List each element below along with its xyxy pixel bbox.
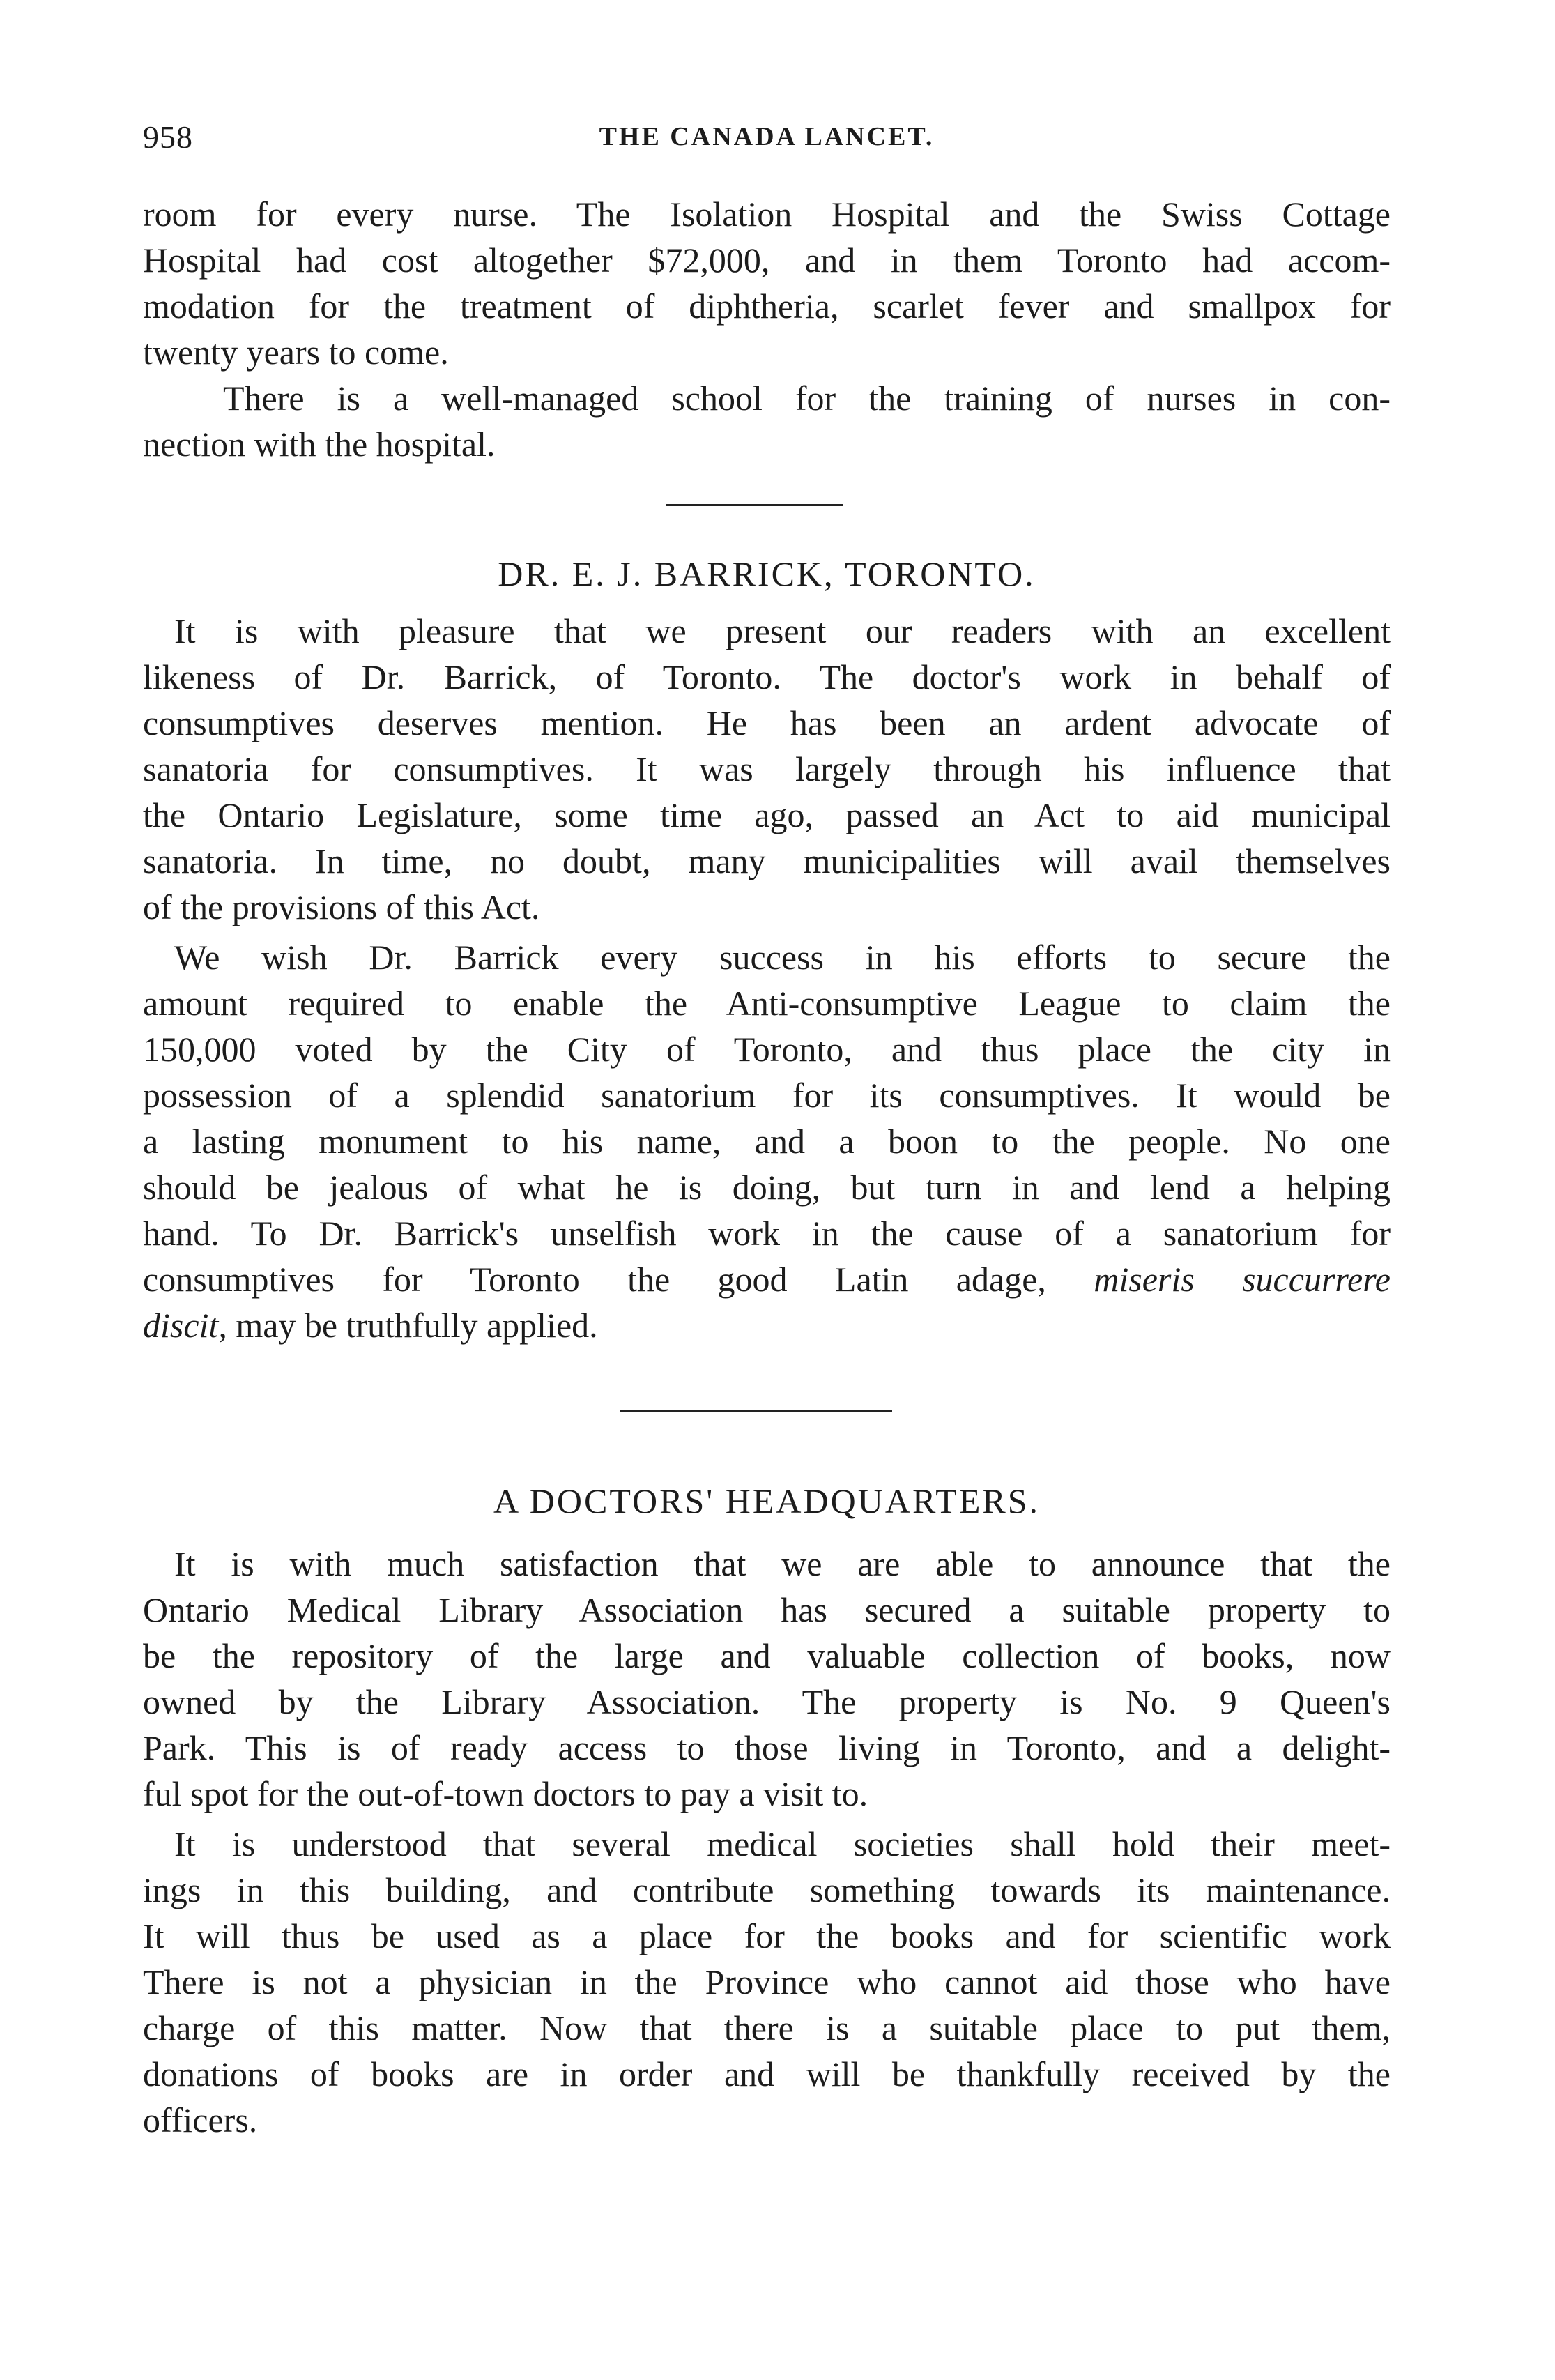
section1-line-10: 150,000 voted by the City of Toronto, and thus place the city in bbox=[143, 1030, 1391, 1069]
section1-line-13: should be jealous of what he is doing, but turn in and lend a helping bbox=[143, 1168, 1391, 1207]
section1-line-11: possession of a splendid sanatorium for its consumptives. It would be bbox=[143, 1076, 1391, 1115]
section2-line-11: charge of this matter. Now that there is a suitable place to put them, bbox=[143, 2008, 1391, 2047]
intro-line-4: twenty years to come. bbox=[143, 333, 449, 372]
latin-adage-tail: may be truthfully applied. bbox=[236, 1306, 598, 1345]
section2-line-13: officers. bbox=[143, 2100, 258, 2139]
section1-line-9: amount required to enable the Anti-consumptive League to claim the bbox=[143, 984, 1391, 1023]
section1-line-1: It is with pleasure that we present our readers with an excellent bbox=[174, 611, 1391, 650]
latin-adage-end: discit, bbox=[143, 1306, 227, 1345]
intro-line-1: room for every nurse. The Isolation Hospital and the Swiss Cottage bbox=[143, 194, 1391, 234]
intro-line-5: There is a well-managed school for the training of nurses in con- bbox=[223, 379, 1391, 418]
section2-line-8: ings in this building, and contribute something towards its maintenance. bbox=[143, 1870, 1391, 1909]
section2-line-1: It is with much satisfaction that we are able to announce that the bbox=[174, 1544, 1391, 1583]
section2-line-6: ful spot for the out-of-town doctors to pay a visit to. bbox=[143, 1774, 868, 1813]
section1-line-15 bbox=[143, 1256, 1391, 1302]
section1-line-14: hand. To Dr. Barrick's unselfish work in the cause of a sanatorium for bbox=[143, 1214, 1391, 1253]
section1-line-2: likeness of Dr. Barrick, of Toronto. The doctor's work in behalf of bbox=[143, 657, 1391, 696]
intro-line-2: Hospital had cost altogether $72,000, and in them Toronto had accom- bbox=[143, 241, 1391, 280]
section2-line-2: Ontario Medical Library Association has secured a suitable property to bbox=[143, 1590, 1391, 1629]
page-number: 958 bbox=[143, 119, 193, 155]
intro-line-6: nection with the hospital. bbox=[143, 425, 496, 464]
section-divider bbox=[666, 504, 843, 506]
section1-line-12: a lasting monument to his name, and a boon to the people. No one bbox=[143, 1122, 1391, 1161]
section1-line-16 bbox=[143, 1302, 1391, 1348]
latin-adage-intro: consumptives for Toronto the good Latin adage, bbox=[143, 1260, 1046, 1299]
section-divider bbox=[620, 1410, 892, 1412]
latin-adage-italic: miseris succurrere bbox=[1094, 1260, 1391, 1299]
section-title-barrick: DR. E. J. BARRICK, TORONTO. bbox=[498, 554, 1036, 593]
section1-line-6: sanatoria. In time, no doubt, many municipalities will avail themselves bbox=[143, 841, 1391, 880]
running-head: THE CANADA LANCET. bbox=[599, 122, 935, 151]
section2-line-4: owned by the Library Association. The property is No. 9 Queen's bbox=[143, 1682, 1391, 1721]
page-header bbox=[143, 119, 1391, 160]
section1-line-3: consumptives deserves mention. He has been an ardent advocate of bbox=[143, 703, 1391, 742]
intro-line-3: modation for the treatment of diphtheria, scarlet fever and smallpox for bbox=[143, 287, 1391, 326]
section-title-headquarters: A DOCTORS' HEADQUARTERS. bbox=[493, 1481, 1041, 1520]
section1-line-4: sanatoria for consumptives. It was largely through his influence that bbox=[143, 749, 1391, 788]
section2-line-12: donations of books are in order and will be thankfully received by the bbox=[143, 2054, 1391, 2093]
section2-line-10: There is not a physician in the Province who cannot aid those who have bbox=[143, 1962, 1391, 2001]
section1-line-5: the Ontario Legislature, some time ago, passed an Act to aid municipal bbox=[143, 795, 1391, 834]
section2-line-5: Park. This is of ready access to those living in Toronto, and a delight- bbox=[143, 1728, 1391, 1767]
section2-line-9: It will thus be used as a place for the books and for scientific work bbox=[143, 1916, 1391, 1955]
section2-line-3: be the repository of the large and valuable collection of books, now bbox=[143, 1636, 1391, 1675]
section2-line-7: It is understood that several medical societies shall hold their meet- bbox=[174, 1824, 1391, 1863]
section1-line-7: of the provisions of this Act. bbox=[143, 887, 540, 926]
section1-line-8: We wish Dr. Barrick every success in his efforts to secure the bbox=[174, 938, 1391, 977]
